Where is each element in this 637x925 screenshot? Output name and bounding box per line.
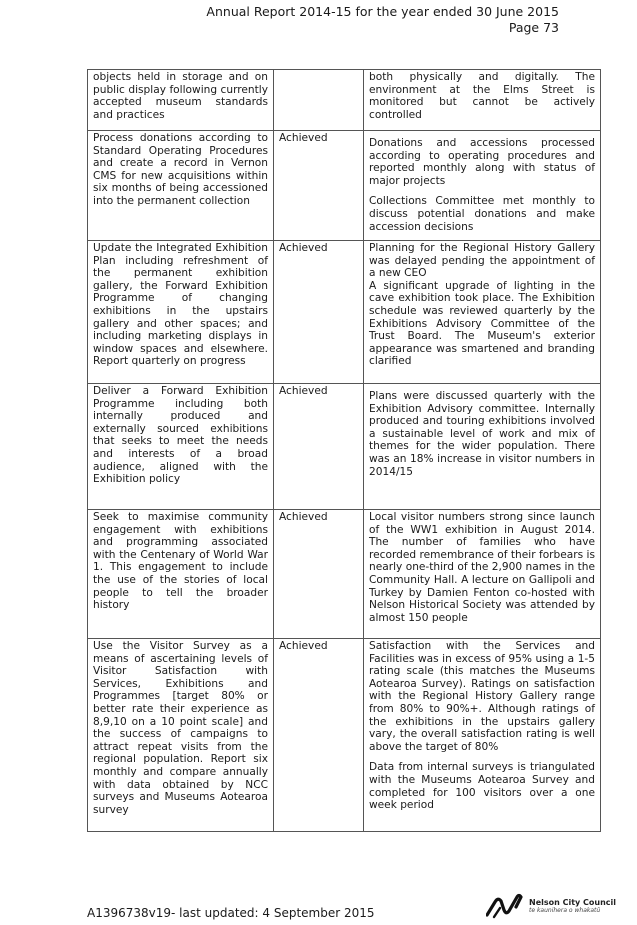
- objective-cell: Deliver a Forward Exhibition Programme including both internally produced and externally sourced exhibitions that seeks to meet the needs and interests of a broad audience, aligned with the Exhibition policy: [88, 384, 274, 510]
- objective-cell: Process donations according to Standard Operating Procedures and create a record in Vernon CMS for new acquisitions within six months of being accessioned into the permanent collection: [88, 131, 274, 241]
- status-cell: Achieved: [274, 510, 364, 639]
- objective-cell: objects held in storage and on public display following currently accepted museum standards and practices: [88, 70, 274, 131]
- objective-cell: Use the Visitor Survey as a means of ascertaining levels of Visitor Satisfaction with Services, Exhibitions and Programmes [target 80% or better rate their experience as 8,9,10 on a 10 point scale] and the success of campaigns to attract repeat visits from the regional population. Report six monthly and compare annually with data obtained by NCC surveys and Museums Aotearoa survey: [88, 639, 274, 832]
- council-logo: [486, 893, 616, 919]
- result-text: Satisfaction with the Services and Facilities was in excess of 95% using a 1-5 rating scale (this matches the Museums Aotearoa Survey). Ratings on satisfaction with the Regional History Gallery range from 80% to 90%+. Although ratings of the exhibitions in the upstairs gallery vary, the overall satisfaction rating is well above the target of 80%: [369, 640, 595, 753]
- result-text: Local visitor numbers strong since launch of the WW1 exhibition in August 2014. The number of families who have recorded remembrance of their forbears is nearly one-third of the 2,900 names in the Community Hall. A lecture on Gallipoli and Turkey by Damien Fenton co-hosted with Nelson Historical Society was attended by almost 150 people: [369, 511, 595, 624]
- table-row: [88, 241, 601, 384]
- objective-cell: Seek to maximise community engagement with exhibitions and programming associated with the Centenary of World War 1. This engagement to include the use of the stories of local people to tell the broader history: [88, 510, 274, 639]
- results-cell: [364, 131, 601, 241]
- results-cell: [364, 510, 601, 639]
- table-row: [88, 639, 601, 832]
- objective-cell: Update the Integrated Exhibition Plan including refreshment of the permanent exhibition gallery, the Forward Exhibition Programme of changing exhibitions in the upstairs gallery and other spaces; and including marketing displays in window spaces and elsewhere. Report quarterly on progress: [88, 241, 274, 384]
- results-cell: [364, 241, 601, 384]
- result-text: Data from internal surveys is triangulated with the Museums Aotearoa Survey and completed for 100 visitors over a one week period: [369, 761, 595, 812]
- page-number: Page 73: [508, 20, 559, 35]
- result-text: Donations and accessions processed according to operating procedures and reported monthly along with status of major projects: [369, 137, 595, 187]
- table-row: [88, 384, 601, 510]
- result-text: Collections Committee met monthly to discuss potential donations and make accession decisions: [369, 195, 595, 233]
- status-cell: [274, 70, 364, 131]
- performance-table: [87, 69, 601, 832]
- status-cell: Achieved: [274, 384, 364, 510]
- status-cell: Achieved: [274, 639, 364, 832]
- results-cell: [364, 639, 601, 832]
- result-text: Plans were discussed quarterly with the Exhibition Advisory committee. Internally produced and touring exhibitions involved a sustainable level of work and mix of themes for the wider population. There was an 18% increase in visitor numbers in 2014/15: [369, 390, 595, 478]
- document-reference: A1396738v19- last updated: 4 September 2015: [87, 906, 375, 920]
- result-text: Planning for the Regional History Gallery was delayed pending the appointment of a new CEO A significant upgrade of lighting in the cave exhibition took place. The Exhibition schedule was reviewed quarterly by the Exhibitions Advisory Committee of the Trust Board. The Museum's exterior appearance was smartened and branding clarified: [369, 242, 595, 368]
- report-title: Annual Report 2014-15 for the year ended 30 June 2015: [206, 4, 559, 19]
- table-row: [88, 131, 601, 241]
- page-header: [206, 4, 559, 36]
- council-tagline: te kaunihera o whakatū: [529, 906, 601, 914]
- status-cell: Achieved: [274, 131, 364, 241]
- council-name: Nelson City Council: [529, 897, 617, 907]
- status-cell: Achieved: [274, 241, 364, 384]
- table-row: [88, 510, 601, 639]
- table-row: [88, 70, 601, 131]
- council-logo-icon: [486, 893, 526, 919]
- results-cell: [364, 70, 601, 131]
- results-cell: [364, 384, 601, 510]
- result-text: both physically and digitally. The environment at the Elms Street is monitored but cannot be actively controlled: [369, 71, 595, 121]
